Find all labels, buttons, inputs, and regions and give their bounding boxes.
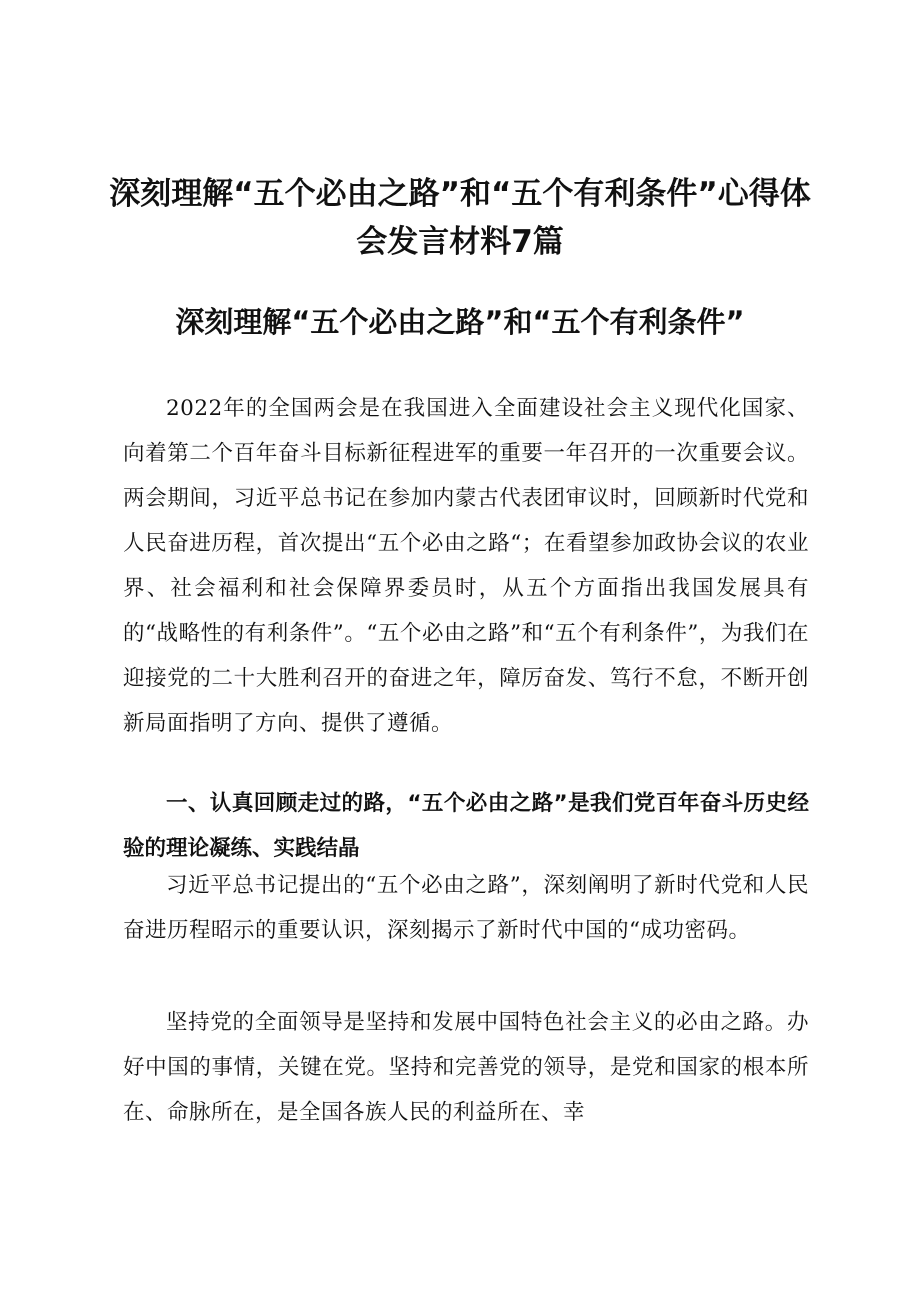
section-1-paragraph-2: 坚持党的全面领导是坚持和发展中国特色社会主义的必由之路。办好中国的事情，关键在党。坚持和完善党的领导，是党和国家的根本所在、命脉所在，是全国各族人民的利益所在、幸 [123, 1010, 809, 1125]
section-heading-1: 一、认真回顾走过的路，“五个必由之路”是我们党百年奋斗历史经验的理论凝练、实践结晶 [123, 791, 809, 861]
intro-paragraph: 2022年的全国两会是在我国进入全面建设社会主义现代化国家、向着第二个百年奋斗目标新征程进军的重要一年召开的一次重要会议。两会期间，习近平总书记在参加内蒙古代表团审议时，回顾新时代党和人民奋进历程，首次提出“五个必由之路“；在看望参加政协会议的农业界、社会福利和社会保障界委员时，从五个方面指出我国发展具有的“战略性的有利条件”。“五个必由之路”和“五个有利条件”，为我们在迎接党的二十大胜利召开的奋进之年，障厉奋发、笃行不怠，不断开创新局面指明了方向、提供了遵循。 [123, 396, 809, 736]
document-title: 深刻理解“五个必由之路”和“五个有利条件”心得体会发言材料7篇 [109, 176, 811, 260]
section-1-paragraph-1: 习近平总书记提出的“五个必由之路”，深刻阐明了新时代党和人民奋进历程昭示的重要认识，深刻揭示了新时代中国的“成功密码。 [123, 873, 809, 943]
article-subtitle: 深刻理解“五个必由之路”和“五个有利条件” [175, 305, 745, 339]
